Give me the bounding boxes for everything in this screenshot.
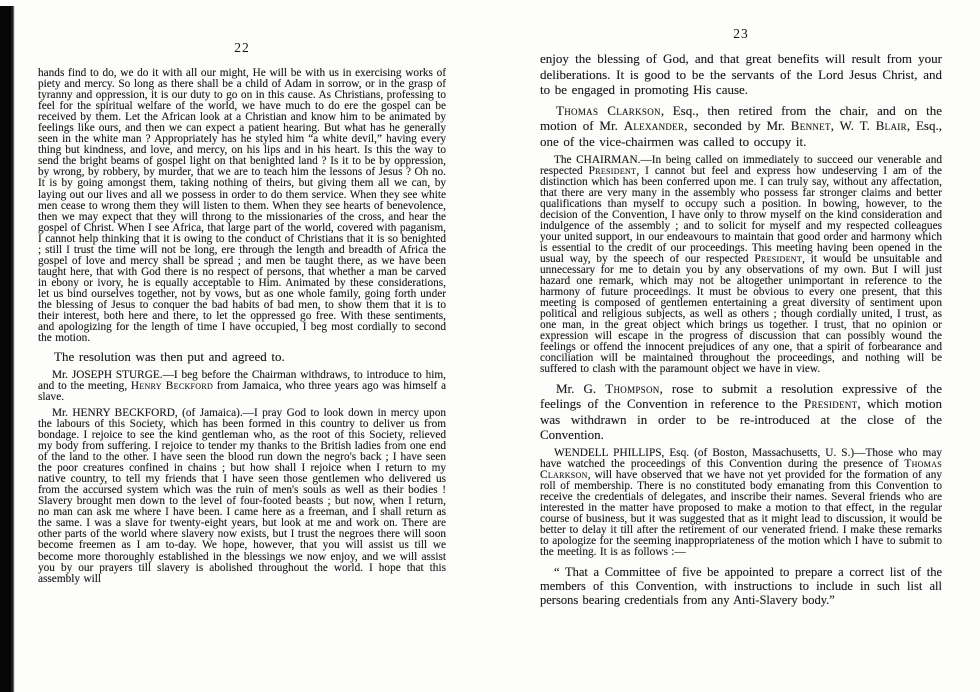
small-caps-name: Henry Beckford — [130, 379, 214, 392]
text-run: WENDELL PHILLIPS, Esq. (of Boston, Massachusetts, U. S.)—Those who may have watched the proceedings of this Convention during the presence of — [540, 446, 942, 470]
page-right — [540, 26, 942, 607]
text-run: Mr. HENRY BECKFORD, (of Jamaica).—I pray God to look down in mercy upon the labours of this Society, which has been formed in this country to deliver us from bondage. I rejoice to see the kind gentleman who, as the root of this Society, relieved my body from suffering. I rejoice to tender my thanks to the British ladies from one end of the land to the other. I have seen the blood run down the negro's back ; I have seen the poor creatures confined in chains ; but how shall I rejoice when I return to my native country, to tell my friends that I have seen those gentlemen who delivered us from the accursed system which was the ruin of men's souls as well as their bodies ! Slavery brought men down to the level of four-footed beasts ; but now, when I return, no man can ask me where I have been. I came here as a freeman, and I shall return as the same. I was a slave for twenty-eight years, but look at me and work on. There are other parts of the world where slavery now exists, but I trust the negroes there will soon become freemen as I am to-day. We hope, however, that you will assist us till we become more thoroughly established in the blessings we now enjoy, and we will assist you by our prayers till slavery is abolished throughout the world. I hope that this assembly will — [38, 406, 446, 585]
small-caps-name: Thomas Clarkson — [540, 457, 942, 481]
paragraph — [540, 103, 942, 150]
page-number-left: 22 — [234, 40, 250, 55]
text-run: “ That a Committee of five be appointed to prepare a correct list of the members of this Convention, with instructions to include in such list all persons bearing credentials from any Anti-Slavery body.” — [540, 565, 942, 607]
page-number-right: 23 — [733, 26, 749, 41]
paragraph — [38, 408, 446, 585]
paragraph — [540, 566, 942, 607]
text-run: The CHAIRMAN.—In being called on immediately to succeed our venerable and respected — [540, 153, 942, 177]
text-run: , I cannot but feel and express how undeserving I am of the distinction which has been conferred upon me. I can truly say, without any affectation, that there are very many in the assembly who possess far stronger claims and better qualifications than myself to occupy such a position. In bowing, however, to the decision of the Convention, I have only to throw myself on the kind consideration and indulgence of the assembly ; and to solicit for myself and my respected colleagues your united support, in our endeavours to maintain that good order and harmony which is essential to the credit of our proceedings. This meeting having been opened in the usual way, by the speech of our respected — [540, 164, 942, 265]
paragraph — [540, 155, 942, 376]
text-run: from Jamaica, who three years ago was himself a slave. — [38, 379, 446, 403]
paragraph — [540, 448, 942, 558]
small-caps-name: President — [803, 396, 858, 412]
text-run: hands find to do, we do it with all our might, He will be with us in exercising works of piety and mercy. So long as there shall be a child of Adam in sorrow, or in the grasp of tyranny and oppression, it is our duty to go on in this cause. As Christians, professing to feel for the spiritual welfare of the world, we have much to do ere the gospel can be received by them. Let the African look at a Christian and know him to be animated by feelings like ours, and then we can expect a patient hearing. But what has he generally seen in the white man ? Appropriately has he styled him “a white devil,” having every thing but kindness, and love, and mercy, on his lips and in his heart. Is this the way to send the bright beams of gospel light on that benighted land ? Is it to be by oppression, by wrong, by robbery, by murder, that we are to teach him the lessons of Jesus ? Oh no. It is by going amongst them, taking nothing of theirs, but giving them all we can, by laying out our lives and all we possess in order to do them service. When they see white men cease to wrong them they will listen to them. When they see hearts of benevolence, then we may expect that they will throng to the missionaries of the cross, and hear the gospel of Christ. When I see Africa, that large part of the world, covered with paganism, I cannot help thinking that it is owing to the conduct of Christians that it is so benighted ; still I trust the time will not be long, ere through the length and breadth of Africa the gospel of love and mercy shall be spread ; and men be taught there, as we have been taught here, that with God there is no respect of persons, that whether a man be carved in ebony or ivory, he is equally acceptable to Him. Animated by these considerations, let us bind ourselves together, not by vows, but as one whole family, going forth under the blessing of Jesus to conquer the bad habits of bad men, to show them that it is to their interest, both here and there, to let the oppressed go free. With these sentiments, and apologizing for the length of time I have occupied, I beg most cordially to second the motion. — [38, 67, 446, 345]
small-caps-name: Alexander — [623, 118, 685, 134]
paragraph — [540, 381, 942, 443]
text-run: Mr. JOSEPH STURGE.—I beg before the Chairman withdraws, to introduce to him, and to the meeting, — [38, 368, 446, 392]
small-caps-name: President — [754, 252, 803, 265]
small-caps-name: President — [588, 164, 637, 177]
text-run: The resolution was then put and agreed to. — [54, 349, 285, 365]
text-run: , Esq., then retired from the chair, and on the motion of Mr. — [540, 102, 942, 134]
text-run: , seconded by Mr. — [684, 118, 791, 134]
text-run: enjoy the blessing of God, and that great benefits will result from your deliberations. It is good to be the servants of the Lord Jesus Christ, and to be engaged in promoting His cause. — [540, 51, 942, 98]
text-run: , which motion was withdrawn in order to be re-introduced at the close of the Convention. — [540, 396, 943, 443]
text-run: , will have observed that we have not yet provided for the formation of any roll of membership. There is no constituted body emanating from this Convention to receive the credentials of delegates, and inscribe their names. Several friends who are interested in the matter have proposed to make a motion to that effect, in the regular course of business, but it was suggested that as it might lead to discussion, it would be better to delay it till after the retirement of our venerated friend. I make these remarks to apologize for the seeming inappropriateness of the motion which I have to submit to the meeting. It is as follows :— — [540, 468, 942, 559]
paragraph — [38, 349, 446, 365]
page-body-left — [38, 68, 446, 585]
small-caps-name: Thompson — [605, 380, 660, 396]
small-caps-name: Blair — [875, 118, 907, 134]
page-body-right — [540, 51, 942, 607]
scan-edge-strip — [0, 6, 15, 692]
small-caps-name: Bennet — [790, 118, 831, 134]
text-run: , W. T. — [830, 118, 876, 134]
small-caps-name: Thomas Clarkson — [556, 102, 661, 118]
text-run: , it would be unsuitable and unnecessary for me to detain you by any observations of my own. But I will just hazard one remark, which may not be altogether unimportant in reference to the harmony of future proceedings. It must be obvious to every one present, that this meeting is composed of gentlemen entertaining a great diversity of sentiment upon political and religious subjects, as well as others ; though cordially united, I trust, as one man, in the great object which brings us together. I trust, that no opinion or expression will escape in the progress of discussion that can possibly wound the feelings or offend the innocent prejudices of any one, that a spirit of forbearance and conciliation will be maintained throughout the proceedings, and nothing will be suffered to clash with the paramount object we have in view. — [540, 252, 942, 376]
paragraph — [540, 51, 942, 98]
paragraph — [38, 370, 446, 403]
text-run: , Esq., one of the vice-chairmen was called to occupy it. — [540, 118, 942, 149]
text-run: , rose to submit a resolution expressive of the feelings of the Convention in reference to the — [540, 380, 943, 412]
page-left — [38, 40, 446, 585]
text-run: Mr. G. — [556, 380, 606, 396]
paragraph — [38, 68, 446, 344]
